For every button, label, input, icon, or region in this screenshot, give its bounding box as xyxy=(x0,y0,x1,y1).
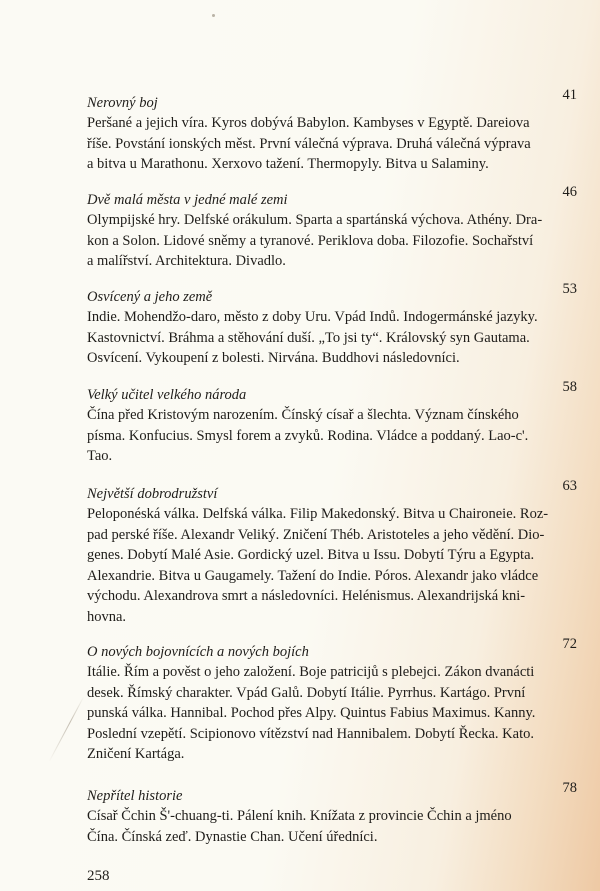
scan-scratch xyxy=(49,696,85,762)
entry-title: O nových bojovnících a nových bojích xyxy=(87,644,309,660)
entry-line: pad perské říše. Alexandr Veliký. Zničení Théb. Aristoteles a jeho vědění. Dio- xyxy=(87,526,545,543)
entry-line: Osvícení. Vykoupení z bolesti. Nirvána. Buddhovi následovníci. xyxy=(87,350,460,366)
toc-entry-2 xyxy=(87,184,577,272)
entry-line: Peršané a jejich víra. Kyros dobývá Babylon. Kambyses v Egyptě. Dareiova xyxy=(87,115,530,131)
toc-entry-3 xyxy=(87,281,577,369)
entry-line: Itálie. Řím a pověst o jeho založení. Boje patricijů s plebejci. Zákon dvanácti xyxy=(87,664,535,680)
entry-page-number: 72 xyxy=(562,636,577,652)
entry-line: hovna. xyxy=(87,608,127,625)
entry-line: Poslední vzepětí. Scipionovo vítězství nad Hannibalem. Dobytí Řecka. Kato. xyxy=(87,725,534,742)
entry-line: Olympijské hry. Delfské orákulum. Sparta a spartánská výchova. Athény. Dra- xyxy=(87,212,543,228)
entry-page-number: 46 xyxy=(562,184,577,200)
entry-page-number: 41 xyxy=(562,87,577,103)
entry-line: Alexandrie. Bitva u Gaugamely. Tažení do Indie. Póros. Alexandr jako vládce xyxy=(87,567,539,584)
entry-line: Kastovnictví. Bráhma a stěhování duší. „To jsi ty“. Královský syn Gautama. xyxy=(87,329,530,346)
entry-title: Nepřítel historie xyxy=(87,788,183,804)
toc-entry-5 xyxy=(87,478,577,627)
entry-title: Největší dobrodružství xyxy=(87,486,218,502)
entry-line: desek. Římský charakter. Vpád Galů. Dobytí Itálie. Pyrrhus. Kartágo. První xyxy=(87,684,526,701)
entry-line: punská válka. Hannibal. Pochod přes Alpy. Quintus Fabius Maximus. Kanny. xyxy=(87,705,536,721)
toc-entry-6 xyxy=(87,636,577,765)
entry-title: Nerovný boj xyxy=(87,95,158,111)
entry-page-number: 78 xyxy=(562,780,577,796)
entry-line: kon a Solon. Lidové sněmy a tyranové. Periklova doba. Filozofie. Sochařství xyxy=(87,232,534,249)
entry-line: písma. Konfucius. Smysl forem a zvyků. Rodina. Vládce a poddaný. Lao-c'. xyxy=(87,427,529,444)
entry-line: a bitva u Marathonu. Xerxovo tažení. Thermopyly. Bitva u Salaminy. xyxy=(87,156,489,172)
entry-title: Velký učitel velkého národa xyxy=(87,387,247,403)
entry-line: Peloponéská válka. Delfská válka. Filip Makedonský. Bitva u Chaironeie. Roz- xyxy=(87,506,549,522)
entry-line: Zničení Kartága. xyxy=(87,746,185,762)
entry-line: Čína před Kristovým narozením. Čínský císař a šlechta. Význam čínského xyxy=(87,407,519,423)
entry-title: Dvě malá města v jedné malé zemi xyxy=(87,192,288,208)
entry-title: Osvícený a jeho země xyxy=(87,289,213,305)
toc-entry-1 xyxy=(87,87,577,175)
entry-line: Tao. xyxy=(87,448,113,464)
page-number: 258 xyxy=(87,868,110,884)
entry-line: říše. Povstání ionských měst. První válečná výprava. Druhá válečná výprava xyxy=(87,135,531,152)
toc-entry-4 xyxy=(87,379,577,467)
scan-speck xyxy=(212,14,215,17)
entry-page-number: 63 xyxy=(562,478,577,494)
entry-line: Císař Čchin Š'-chuang-ti. Pálení knih. Knížata z provincie Čchin a jméno xyxy=(87,808,512,824)
entry-page-number: 53 xyxy=(562,281,577,297)
entry-line: a malířství. Architektura. Divadlo. xyxy=(87,253,286,269)
entry-line: genes. Dobytí Malé Asie. Gordický uzel. Bitva u Issu. Dobytí Týru a Egypta. xyxy=(87,547,535,563)
toc-entry-7 xyxy=(87,780,577,847)
entry-line: Indie. Mohendžo-daro, město z doby Uru. Vpád Indů. Indogermánské jazyky. xyxy=(87,309,538,325)
entry-line: Čína. Čínská zeď. Dynastie Chan. Učení úředníci. xyxy=(87,828,378,845)
entry-line: východu. Alexandrova smrt a následovníci. Helénismus. Alexandrijská kni- xyxy=(87,588,526,604)
entry-page-number: 58 xyxy=(562,379,577,395)
